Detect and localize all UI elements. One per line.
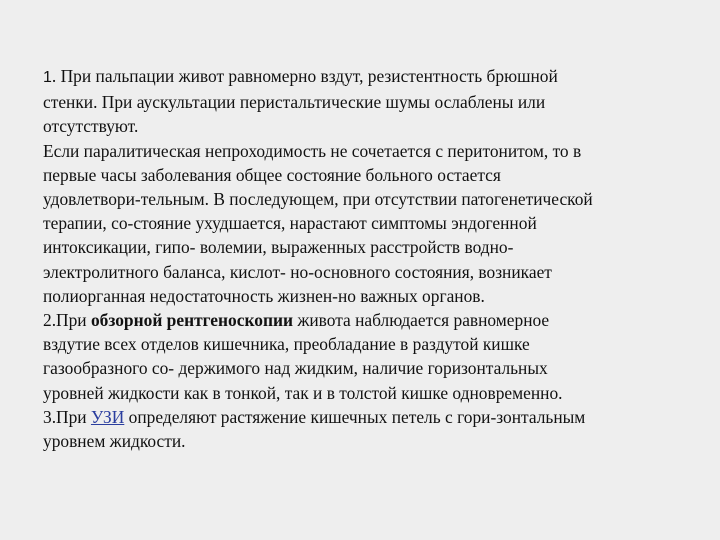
text-run: 2.При	[43, 310, 91, 331]
text-line: стенки. При аускультации перистальтические шумы ослаблены или	[43, 92, 546, 113]
text-line: Если паралитическая непроходимость не сочетается с перитонитом, то в	[43, 140, 582, 161]
text-line: первые часы заболевания общее состояние больного остается	[43, 164, 501, 185]
text-line: электролитного баланса, кислот- но-основного состояния, возникает	[43, 261, 552, 282]
text-run: . При пальпации живот равномерно вздут, резистентность брюшной	[51, 66, 558, 86]
list-number: 1	[43, 69, 52, 86]
text-line: удовлетвори-тельным. В последующем, при отсутствии патогенетической	[43, 189, 593, 210]
bold-term: обзорной рентгеноскопии	[90, 310, 293, 331]
text-line: уровней жидкости как в тонкой, так и в толстой кишке одновременно.	[43, 382, 563, 403]
text-line	[43, 64, 693, 90]
text-line: терапии, со-стояние ухудшается, нарастают симптомы эндогенной	[43, 213, 537, 234]
text-run: 3.При	[43, 406, 91, 427]
text-line	[43, 308, 693, 332]
text-line: полиорганная недостаточность жизнен-но важных органов.	[43, 285, 485, 306]
text-line	[43, 405, 693, 429]
text-run: живота наблюдается равномерное	[293, 310, 550, 331]
text-line: вздутие всех отделов кишечника, преобладание в раздутой кишке	[43, 334, 530, 355]
text-line: газообразного со- держимого над жидким, наличие горизонтальных	[43, 358, 548, 379]
text-line: отсутствуют.	[43, 116, 139, 137]
text-run: определяют растяжение кишечных петель с гори-зонтальным	[124, 406, 586, 427]
uzi-link[interactable]: УЗИ	[90, 406, 125, 427]
text-line: уровнем жидкости.	[43, 431, 186, 452]
slide-body-text	[43, 64, 693, 453]
text-line: интоксикации, гипо- волемии, выраженных расстройств водно-	[43, 237, 514, 258]
